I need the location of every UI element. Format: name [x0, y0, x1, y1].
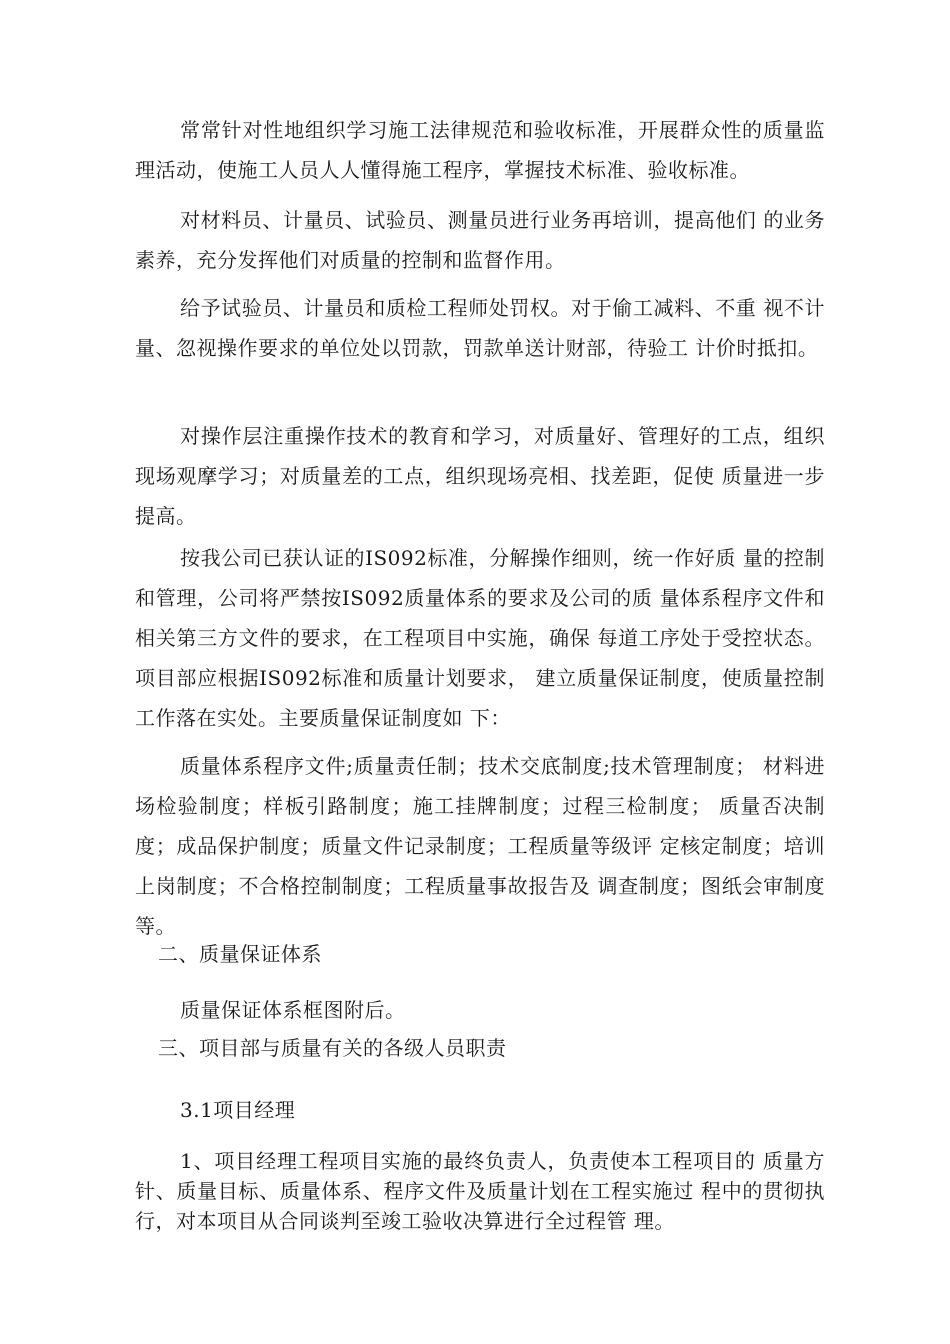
- heading-personnel-responsibilities: 三、项目部与质量有关的各级人员职责: [158, 1036, 507, 1060]
- paragraph-project-manager-duties: 1、项目经理工程项目实施的最终负责人，负责使本工程项目的 质量方针、质量目标、质量体系、程序文件及质量计划在工程实施过 程中的贯彻执行，对本项目从合同谈判至竣工验收决算进行全过程管 理。: [135, 1149, 825, 1233]
- paragraph-diagram-note: 质量保证体系框图附后。: [180, 998, 406, 1022]
- heading-quality-assurance-system: 二、质量保证体系: [158, 942, 322, 966]
- paragraph-training: 常常针对性地组织学习施工法律规范和验收标准，开展群众性的质量监理活动，使施工人员人人懂得施工程序，掌握技术标准、验收标准。: [135, 118, 825, 182]
- paragraph-iso-standard: 按我公司已获认证的IS092标准，分解操作细则，统一作好质 量的控制和管理，公司将严禁按IS092质量体系的要求及公司的质 量体系程序文件和相关第三方文件的要求，在工程项目中实施，确保 每道工序处于受控状态。项目部应根据IS092标准和质量计划要求， 建立质量保证制度，使质量控制工作落在实处。主要质量保证制度如 下：: [135, 546, 825, 730]
- paragraph-penalty-authority: 给予试验员、计量员和质检工程师处罚权。对于偷工减料、不重 视不计量、忽视操作要求的单位处以罚款，罚款单送计财部，待验工 计价时抵扣。: [135, 296, 825, 360]
- paragraph-quality-systems-list: 质量体系程序文件;质量责任制；技术交底制度;技术管理制度； 材料进场检验制度；样板引路制度；施工挂牌制度；过程三检制度； 质量否决制度；成品保护制度；质量文件记录制度；工程质量等级评 定核定制度；培训上岗制度；不合格控制制度；工程质量事故报告及 调查制度；图纸会审制度等。: [135, 754, 825, 938]
- paragraph-staff-training: 对材料员、计量员、试验员、测量员进行业务再培训，提高他们 的业务素养，充分发挥他们对质量的控制和监督作用。: [135, 208, 825, 272]
- heading-project-manager: 3.1项目经理: [180, 1098, 296, 1122]
- paragraph-operator-education: 对操作层注重操作技术的教育和学习，对质量好、管理好的工点，组织现场观摩学习；对质量差的工点，组织现场亮相、找差距，促使 质量进一步提高。: [135, 424, 825, 528]
